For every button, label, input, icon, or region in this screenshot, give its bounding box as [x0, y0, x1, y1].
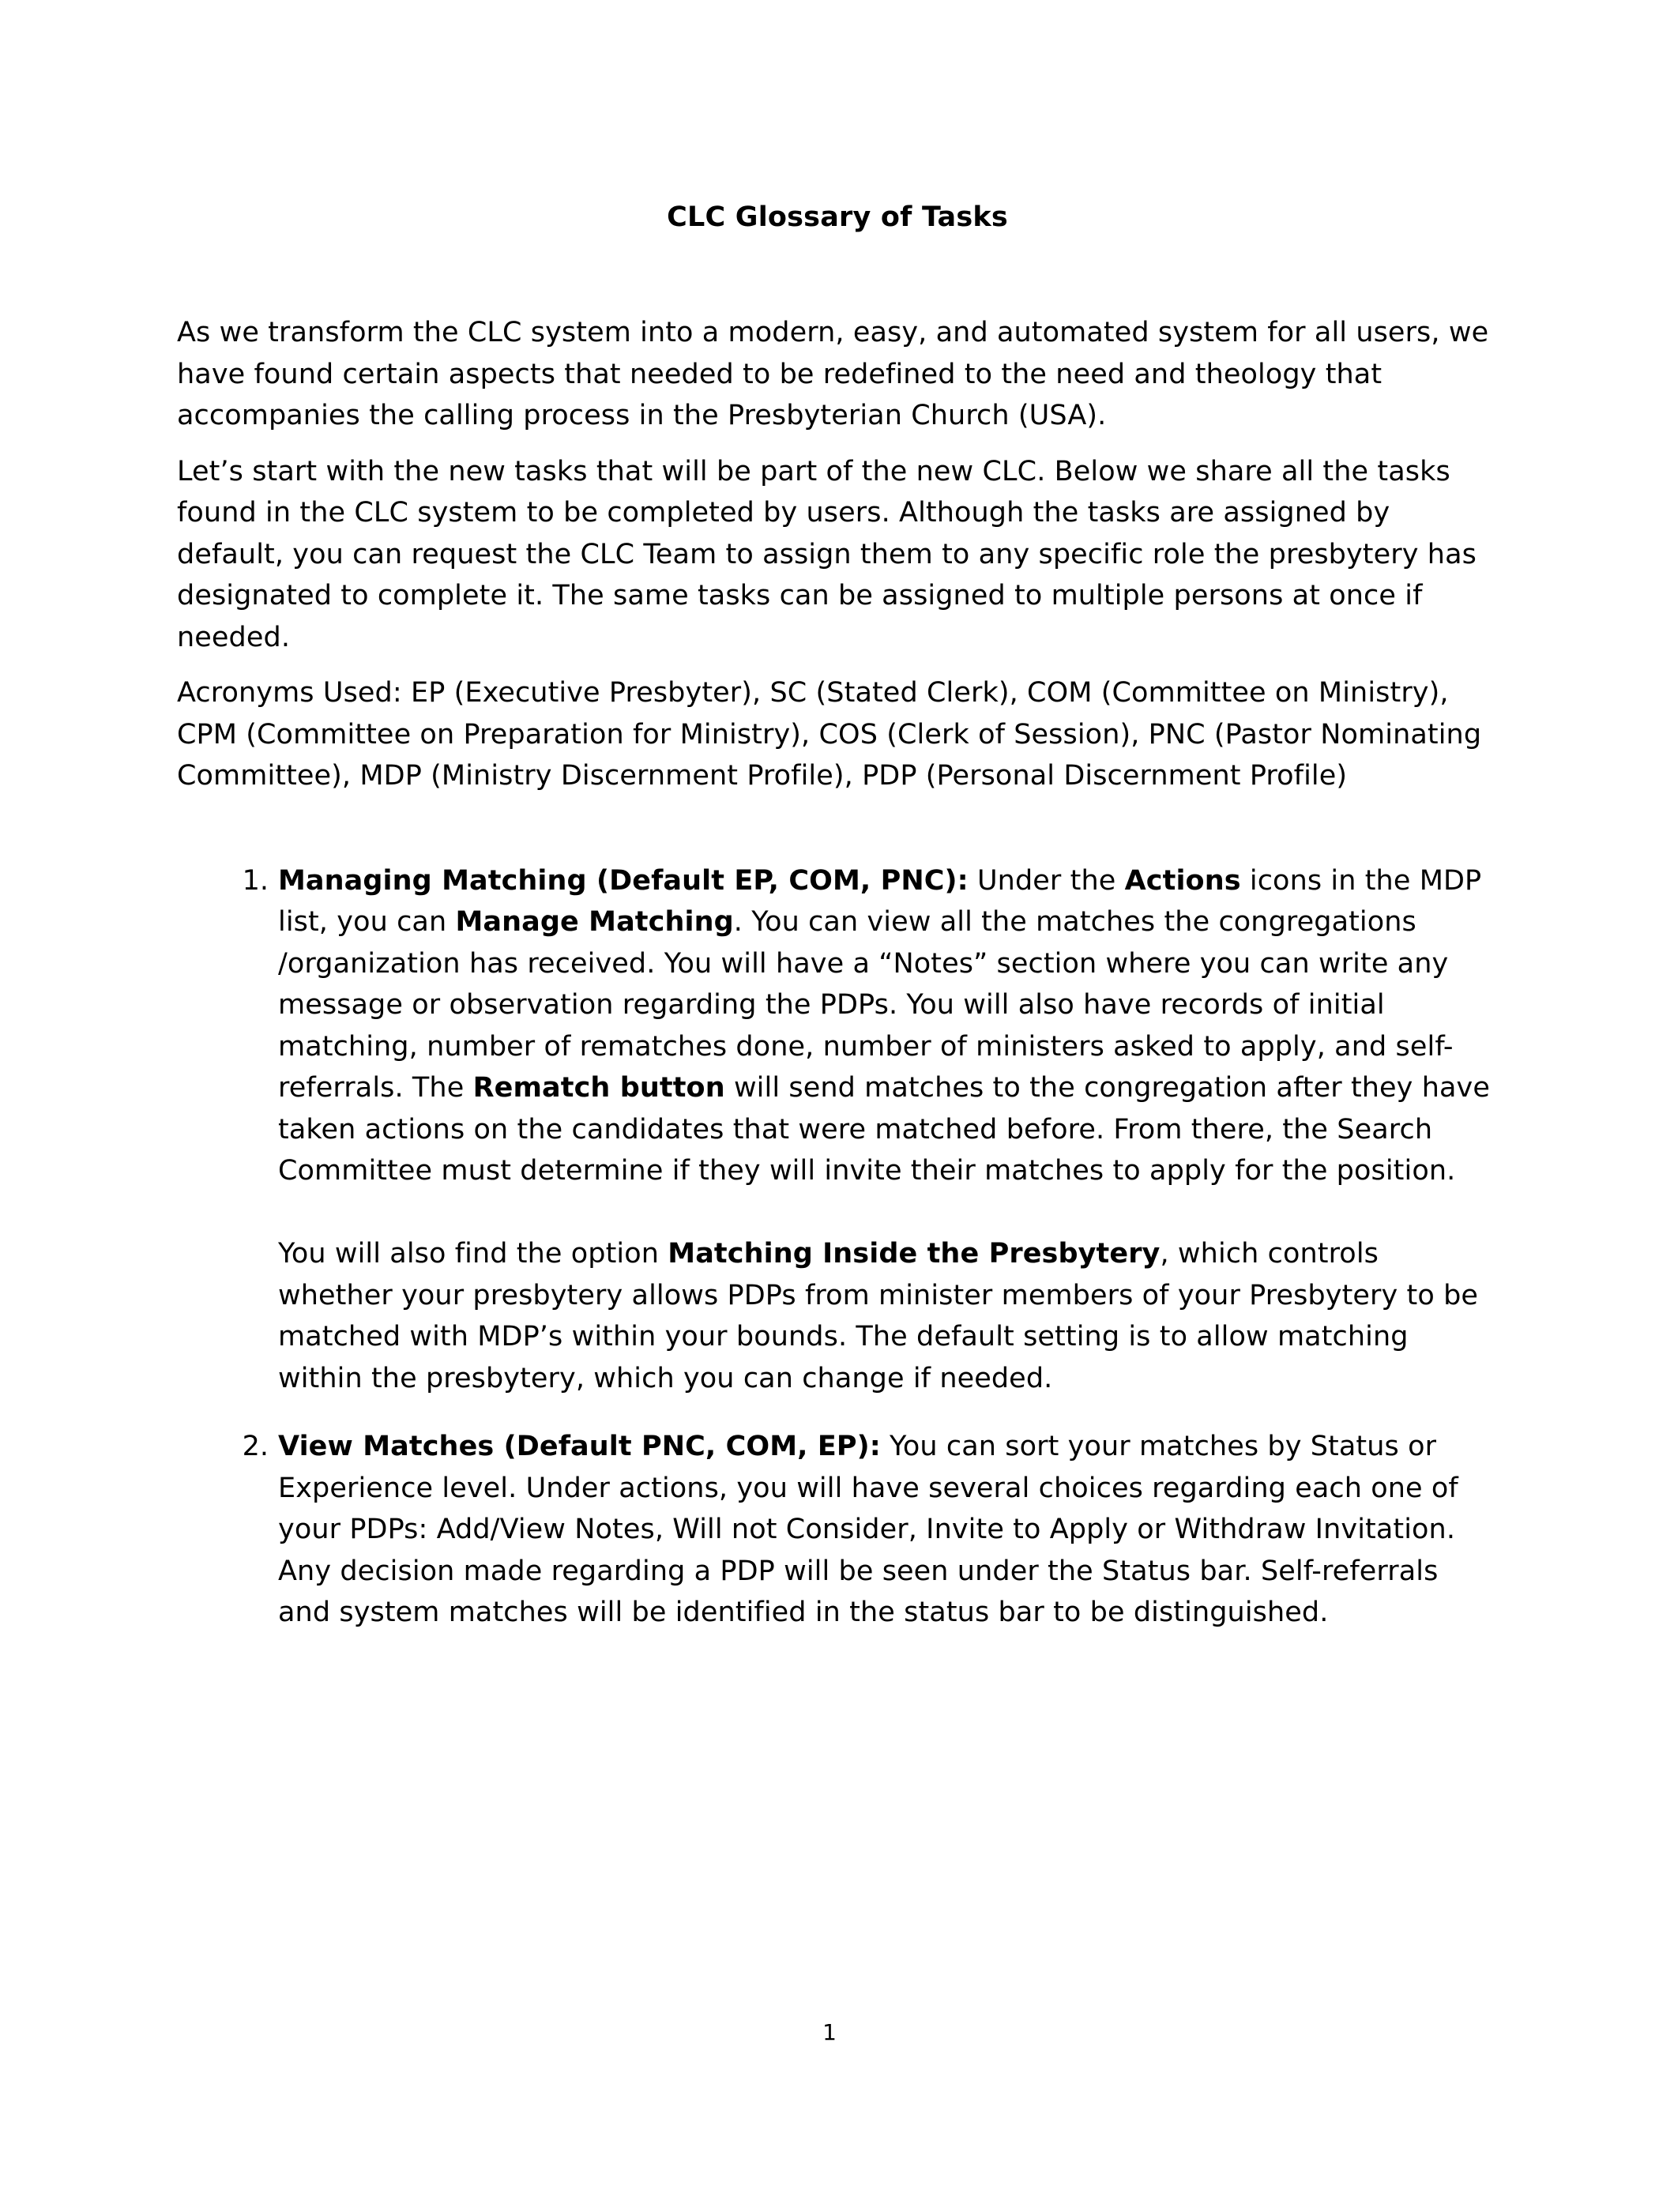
page-title: CLC Glossary of Tasks [667, 201, 1008, 233]
intro-paragraph-1: As we transform the CLC system into a modern, easy, and automated system for all users, we have found certain aspects that needed to be redefined to the need and theology that accompanies the calling process in the Presbyterian Church (USA). [177, 317, 1489, 432]
plain-text: You will also find the option [278, 1238, 668, 1270]
emphasized-text: Manage Matching [455, 906, 734, 939]
plain-text: , which controls whether your presbytery allows PDPs from minister members of your Presbytery to be matched with MDP’s within your bounds. The default setting is to allow matching within the presbytery, which you can change if needed. [278, 1238, 1479, 1394]
task-paragraph [278, 1233, 1498, 1399]
emphasized-text: View Matches (Default PNC, COM, EP): [278, 1431, 881, 1463]
task-list-item [177, 1426, 1498, 1634]
plain-text: You can sort your matches by Status or Experience level. Under actions, you will have several choices regarding each one of your PDPs: Add/View Notes, Will not Consider, Invite to Apply or Withdraw Invitation. Any decision made regarding a PDP will be seen under the Status bar. Self-referrals and system matches will be identified in the status bar to be distinguished. [278, 1431, 1458, 1629]
plain-text: Under the [968, 864, 1125, 897]
task-paragraph [278, 1426, 1498, 1634]
emphasized-text: Managing Matching (Default EP, COM, PNC): [278, 864, 969, 897]
task-list-marker [226, 860, 269, 902]
task-list [177, 860, 1498, 1634]
list-spacer [177, 811, 1498, 860]
task-paragraph [278, 860, 1498, 1192]
document-content [177, 0, 1498, 1661]
plain-text: will send matches to the congregation after they have taken actions on the candidates that were matched before. From there, the Search Committee must determine if they will invite their matches to apply for the position. [278, 1072, 1490, 1187]
title-spacer [177, 236, 1498, 312]
page-number: 1 [822, 2019, 837, 2045]
task-list-item [177, 860, 1498, 1400]
intro-paragraph-2: Let’s start with the new tasks that will be part of the new CLC. Below we share all the tasks found in the CLC system to be completed by users. Although the tasks are assigned by default, you can request the CLC Team to assign them to any specific role the presbytery has designated to complete it. The same tasks can be assigned to multiple persons at once if needed. [177, 455, 1477, 653]
plain-text: . You can view all the matches the congregations /organization has received. You will have a “Notes” section where you can write any message or observation regarding the PDPs. You will also have records of initial matching, number of rematches done, number of ministers asked to apply, and self-referrals. The [278, 906, 1454, 1104]
task-list-marker [226, 1426, 269, 1468]
emphasized-text: Rematch button [472, 1072, 725, 1104]
emphasized-text: Matching Inside the Presbytery [668, 1238, 1161, 1270]
plain-text: icons in the MDP list, you can [278, 864, 1482, 939]
emphasized-text: Actions [1124, 864, 1241, 897]
acronyms-paragraph: Acronyms Used: EP (Executive Presbyter), SC (Stated Clerk), COM (Committee on Ministry), CPM (Committee on Preparation for Ministry), COS (Clerk of Session), PNC (Pastor Nominating Committee), MDP (Ministry Discernment Profile), PDP (Personal Discernment Profile) [177, 677, 1482, 792]
